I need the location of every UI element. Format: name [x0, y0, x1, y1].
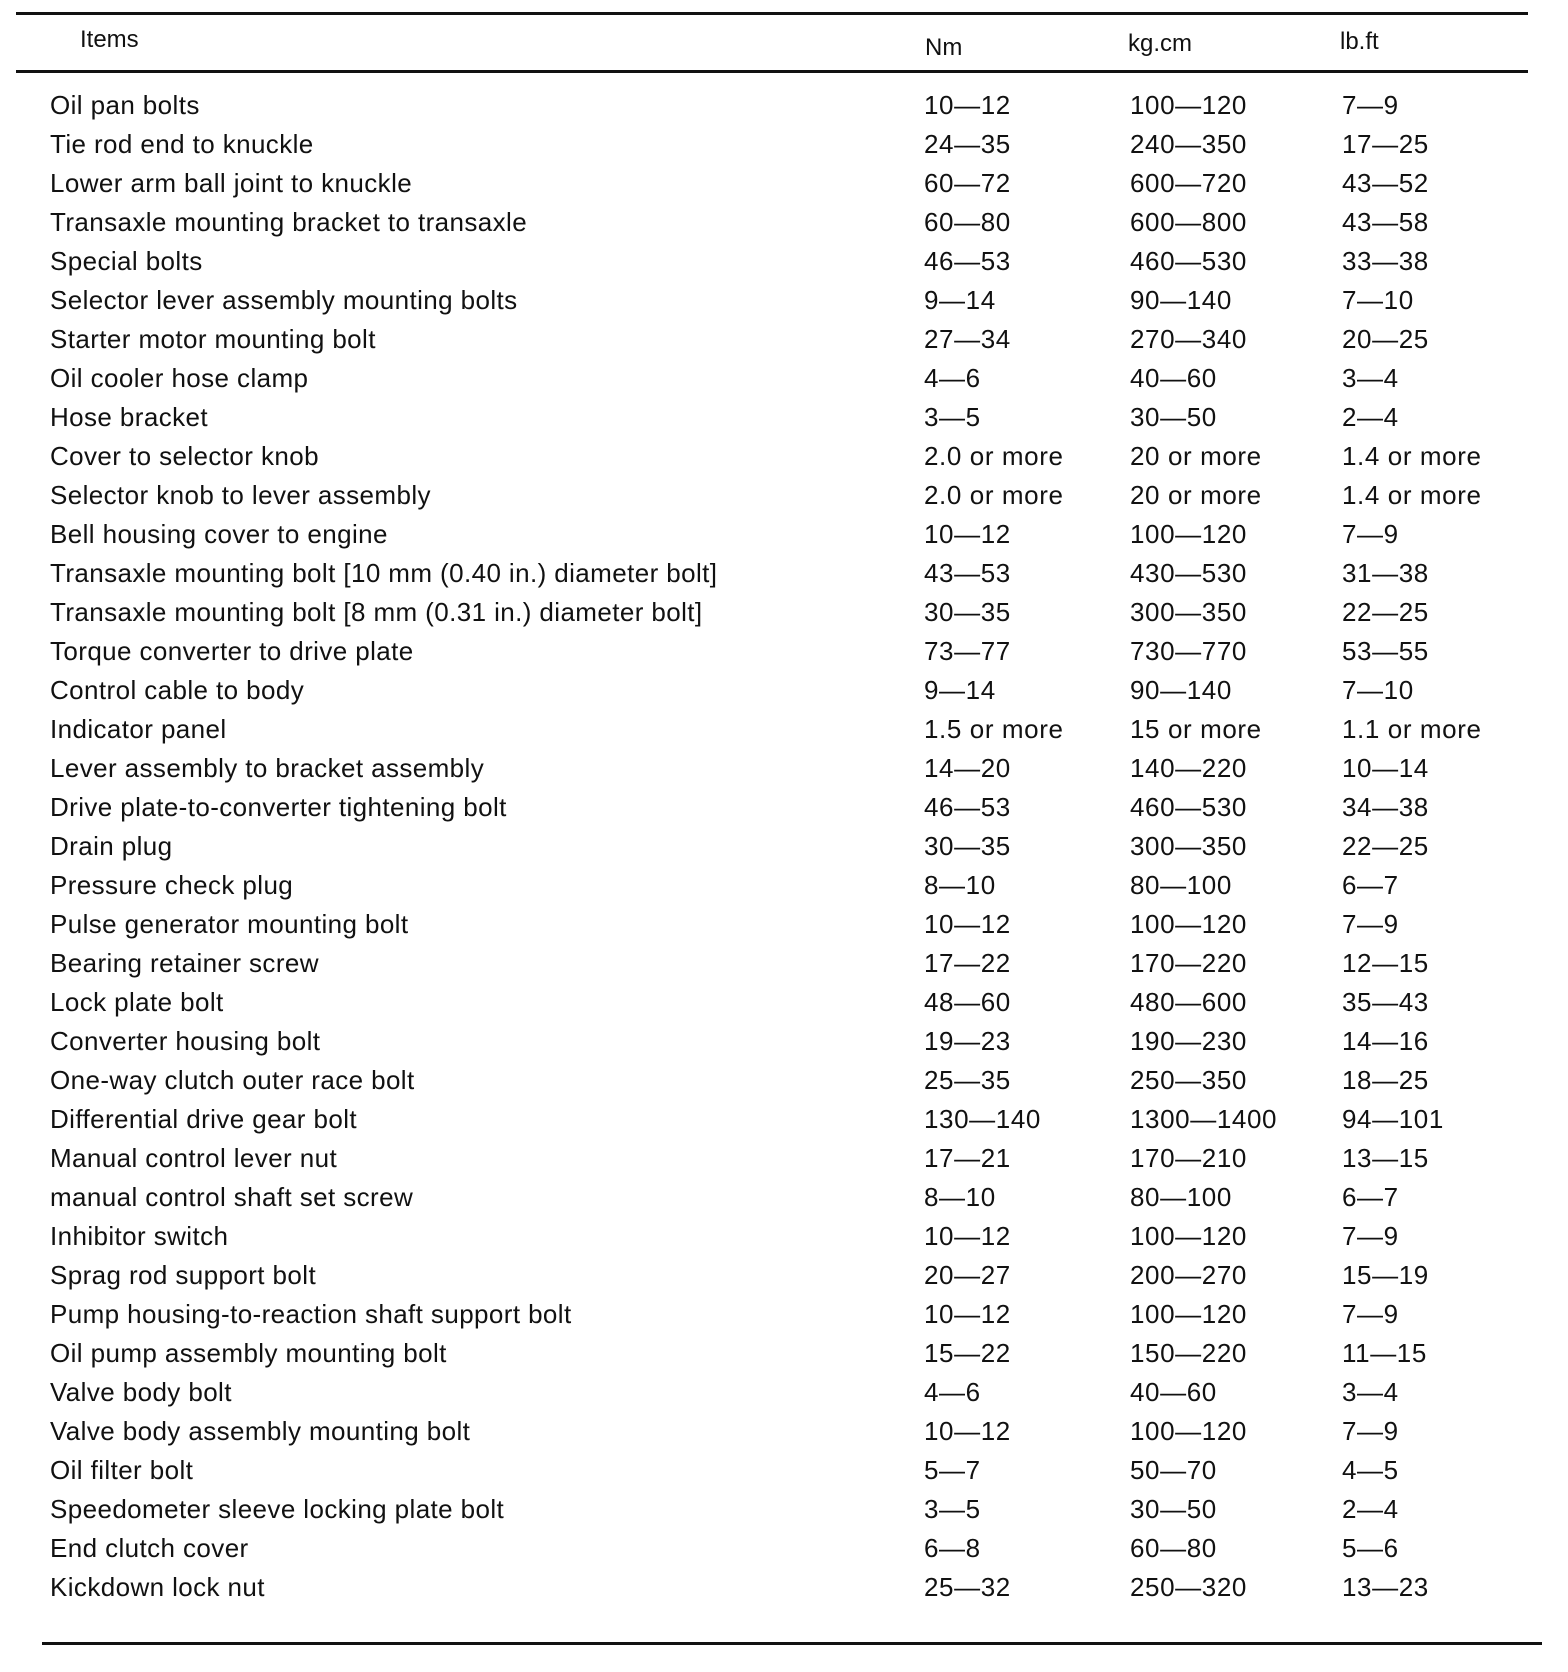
kgcm-value-cell: 90—140: [1130, 285, 1232, 315]
lbft-value-cell: 94—101: [1342, 1104, 1444, 1134]
kgcm-value-cell: 200—270: [1130, 1260, 1247, 1290]
lbft-value-cell: 33—38: [1342, 246, 1429, 276]
lbft-value-cell: 7—9: [1342, 519, 1399, 549]
lbft-value-cell: 18—25: [1342, 1065, 1429, 1095]
kgcm-value-cell: 50—70: [1130, 1455, 1217, 1485]
item-name-cell: Cover to selector knob: [50, 441, 319, 471]
nm-value-cell: 14—20: [924, 753, 1011, 783]
item-name-cell: Selector lever assembly mounting bolts: [50, 285, 518, 315]
item-name-cell: Control cable to body: [50, 675, 305, 705]
nm-value-cell: 2.0 or more: [924, 441, 1064, 471]
table-row: [0, 1334, 1568, 1373]
table-row: [0, 242, 1568, 281]
item-name-cell: Drive plate-to-converter tightening bolt: [50, 792, 507, 822]
table-row: [0, 827, 1568, 866]
lbft-value-cell: 7—9: [1342, 1299, 1399, 1329]
item-name-cell: Selector knob to lever assembly: [50, 480, 431, 510]
item-name-cell: End clutch cover: [50, 1533, 249, 1563]
table-row: [0, 86, 1568, 125]
table-row: [0, 710, 1568, 749]
column-header-kgcm: kg.cm: [1128, 30, 1193, 57]
item-name-cell: manual control shaft set screw: [50, 1182, 414, 1212]
nm-value-cell: 8—10: [924, 1182, 996, 1212]
table-row: [0, 632, 1568, 671]
table-row: [0, 1568, 1568, 1607]
lbft-value-cell: 7—9: [1342, 909, 1399, 939]
lbft-value-cell: 17—25: [1342, 129, 1429, 159]
kgcm-value-cell: 100—120: [1130, 1299, 1247, 1329]
kgcm-value-cell: 30—50: [1130, 1494, 1217, 1524]
item-name-cell: Pulse generator mounting bolt: [50, 909, 409, 939]
item-name-cell: Tie rod end to knuckle: [50, 129, 314, 159]
kgcm-value-cell: 190—230: [1130, 1026, 1247, 1056]
lbft-value-cell: 11—15: [1342, 1338, 1427, 1368]
nm-value-cell: 10—12: [924, 90, 1011, 120]
lbft-value-cell: 7—9: [1342, 1416, 1399, 1446]
kgcm-value-cell: 15 or more: [1130, 714, 1262, 744]
nm-value-cell: 10—12: [924, 519, 1011, 549]
table-row: [0, 1061, 1568, 1100]
kgcm-value-cell: 250—320: [1130, 1572, 1247, 1602]
kgcm-value-cell: 460—530: [1130, 792, 1247, 822]
item-name-cell: Special bolts: [50, 246, 203, 276]
table-bottom-rule: [42, 1642, 1542, 1645]
table-row: [0, 1529, 1568, 1568]
kgcm-value-cell: 80—100: [1130, 1182, 1232, 1212]
table-top-rule: [16, 12, 1528, 15]
table-row: [0, 1490, 1568, 1529]
nm-value-cell: 130—140: [924, 1104, 1041, 1134]
item-name-cell: Inhibitor switch: [50, 1221, 229, 1251]
item-name-cell: Kickdown lock nut: [50, 1572, 265, 1602]
kgcm-value-cell: 40—60: [1130, 363, 1217, 393]
lbft-value-cell: 10—14: [1342, 753, 1429, 783]
item-name-cell: Valve body bolt: [50, 1377, 232, 1407]
lbft-value-cell: 1.4 or more: [1342, 480, 1482, 510]
item-name-cell: Oil cooler hose clamp: [50, 363, 309, 393]
lbft-value-cell: 14—16: [1342, 1026, 1429, 1056]
kgcm-value-cell: 140—220: [1130, 753, 1247, 783]
lbft-value-cell: 43—58: [1342, 207, 1429, 237]
lbft-value-cell: 1.1 or more: [1342, 714, 1482, 744]
nm-value-cell: 10—12: [924, 909, 1011, 939]
nm-value-cell: 10—12: [924, 1221, 1011, 1251]
nm-value-cell: 46—53: [924, 246, 1011, 276]
kgcm-value-cell: 20 or more: [1130, 480, 1262, 510]
item-name-cell: Differential drive gear bolt: [50, 1104, 357, 1134]
column-header-lbft: lb.ft: [1340, 28, 1379, 55]
nm-value-cell: 46—53: [924, 792, 1011, 822]
table-row: [0, 1412, 1568, 1451]
nm-value-cell: 48—60: [924, 987, 1011, 1017]
table-row: [0, 1022, 1568, 1061]
nm-value-cell: 60—80: [924, 207, 1011, 237]
lbft-value-cell: 4—5: [1342, 1455, 1399, 1485]
lbft-value-cell: 35—43: [1342, 987, 1429, 1017]
table-row: [0, 359, 1568, 398]
nm-value-cell: 17—21: [924, 1143, 1011, 1173]
table-row: [0, 476, 1568, 515]
item-name-cell: Oil pump assembly mounting bolt: [50, 1338, 447, 1368]
kgcm-value-cell: 300—350: [1130, 597, 1247, 627]
nm-value-cell: 15—22: [924, 1338, 1011, 1368]
table-row: [0, 203, 1568, 242]
item-name-cell: Pump housing-to-reaction shaft support bolt: [50, 1299, 572, 1329]
nm-value-cell: 10—12: [924, 1299, 1011, 1329]
item-name-cell: Lever assembly to bracket assembly: [50, 753, 485, 783]
nm-value-cell: 9—14: [924, 675, 996, 705]
table-row: [0, 125, 1568, 164]
lbft-value-cell: 3—4: [1342, 1377, 1399, 1407]
table-row: [0, 983, 1568, 1022]
nm-value-cell: 27—34: [924, 324, 1011, 354]
kgcm-value-cell: 240—350: [1130, 129, 1247, 159]
nm-value-cell: 8—10: [924, 870, 996, 900]
kgcm-value-cell: 170—210: [1130, 1143, 1247, 1173]
table-row: [0, 320, 1568, 359]
item-name-cell: Transaxle mounting bolt [8 mm (0.31 in.) diameter bolt]: [50, 597, 703, 627]
kgcm-value-cell: 150—220: [1130, 1338, 1247, 1368]
kgcm-value-cell: 430—530: [1130, 558, 1247, 588]
lbft-value-cell: 34—38: [1342, 792, 1429, 822]
nm-value-cell: 9—14: [924, 285, 996, 315]
kgcm-value-cell: 100—120: [1130, 1221, 1247, 1251]
item-name-cell: Hose bracket: [50, 402, 208, 432]
table-row: [0, 671, 1568, 710]
kgcm-value-cell: 170—220: [1130, 948, 1247, 978]
nm-value-cell: 60—72: [924, 168, 1011, 198]
lbft-value-cell: 1.4 or more: [1342, 441, 1482, 471]
lbft-value-cell: 6—7: [1342, 870, 1399, 900]
table-row: [0, 164, 1568, 203]
nm-value-cell: 24—35: [924, 129, 1011, 159]
kgcm-value-cell: 250—350: [1130, 1065, 1247, 1095]
table-row: [0, 944, 1568, 983]
table-row: [0, 1451, 1568, 1490]
lbft-value-cell: 2—4: [1342, 1494, 1399, 1524]
lbft-value-cell: 12—15: [1342, 948, 1429, 978]
lbft-value-cell: 7—10: [1342, 675, 1414, 705]
nm-value-cell: 3—5: [924, 402, 981, 432]
kgcm-value-cell: 100—120: [1130, 90, 1247, 120]
item-name-cell: Sprag rod support bolt: [50, 1260, 317, 1290]
item-name-cell: Speedometer sleeve locking plate bolt: [50, 1494, 505, 1524]
nm-value-cell: 4—6: [924, 363, 981, 393]
item-name-cell: Torque converter to drive plate: [50, 636, 414, 666]
item-name-cell: Starter motor mounting bolt: [50, 324, 376, 354]
nm-value-cell: 2.0 or more: [924, 480, 1064, 510]
nm-value-cell: 3—5: [924, 1494, 981, 1524]
nm-value-cell: 43—53: [924, 558, 1011, 588]
table-header-rule: [16, 70, 1528, 73]
item-name-cell: Lower arm ball joint to knuckle: [50, 168, 413, 198]
item-name-cell: Indicator panel: [50, 714, 227, 744]
kgcm-value-cell: 270—340: [1130, 324, 1247, 354]
item-name-cell: Valve body assembly mounting bolt: [50, 1416, 471, 1446]
lbft-value-cell: 13—15: [1342, 1143, 1429, 1173]
table-row: [0, 437, 1568, 476]
table-row: [0, 1256, 1568, 1295]
item-name-cell: Transaxle mounting bracket to transaxle: [50, 207, 528, 237]
nm-value-cell: 19—23: [924, 1026, 1011, 1056]
table-row: [0, 593, 1568, 632]
item-name-cell: Transaxle mounting bolt [10 mm (0.40 in.) diameter bolt]: [50, 558, 718, 588]
table-row: [0, 1295, 1568, 1334]
lbft-value-cell: 7—9: [1342, 90, 1399, 120]
item-name-cell: Bell housing cover to engine: [50, 519, 388, 549]
kgcm-value-cell: 480—600: [1130, 987, 1247, 1017]
nm-value-cell: 1.5 or more: [924, 714, 1064, 744]
lbft-value-cell: 13—23: [1342, 1572, 1429, 1602]
item-name-cell: Pressure check plug: [50, 870, 294, 900]
nm-value-cell: 25—32: [924, 1572, 1011, 1602]
item-name-cell: Converter housing bolt: [50, 1026, 321, 1056]
kgcm-value-cell: 730—770: [1130, 636, 1247, 666]
nm-value-cell: 73—77: [924, 636, 1011, 666]
nm-value-cell: 4—6: [924, 1377, 981, 1407]
table-row: [0, 398, 1568, 437]
table-row: [0, 1100, 1568, 1139]
lbft-value-cell: 6—7: [1342, 1182, 1399, 1212]
table-row: [0, 749, 1568, 788]
column-header-nm: Nm: [925, 34, 963, 61]
kgcm-value-cell: 460—530: [1130, 246, 1247, 276]
table-row: [0, 554, 1568, 593]
lbft-value-cell: 43—52: [1342, 168, 1429, 198]
lbft-value-cell: 20—25: [1342, 324, 1429, 354]
kgcm-value-cell: 600—800: [1130, 207, 1247, 237]
item-name-cell: Oil pan bolts: [50, 90, 200, 120]
lbft-value-cell: 31—38: [1342, 558, 1429, 588]
item-name-cell: Manual control lever nut: [50, 1143, 338, 1173]
lbft-value-cell: 22—25: [1342, 831, 1429, 861]
kgcm-value-cell: 40—60: [1130, 1377, 1217, 1407]
item-name-cell: Oil filter bolt: [50, 1455, 194, 1485]
kgcm-value-cell: 300—350: [1130, 831, 1247, 861]
table-row: [0, 1217, 1568, 1256]
lbft-value-cell: 22—25: [1342, 597, 1429, 627]
kgcm-value-cell: 100—120: [1130, 519, 1247, 549]
kgcm-value-cell: 90—140: [1130, 675, 1232, 705]
lbft-value-cell: 53—55: [1342, 636, 1429, 666]
item-name-cell: Lock plate bolt: [50, 987, 224, 1017]
nm-value-cell: 30—35: [924, 597, 1011, 627]
table-row: [0, 515, 1568, 554]
kgcm-value-cell: 80—100: [1130, 870, 1232, 900]
nm-value-cell: 5—7: [924, 1455, 981, 1485]
kgcm-value-cell: 100—120: [1130, 1416, 1247, 1446]
lbft-value-cell: 5—6: [1342, 1533, 1399, 1563]
kgcm-value-cell: 600—720: [1130, 168, 1247, 198]
nm-value-cell: 30—35: [924, 831, 1011, 861]
item-name-cell: One-way clutch outer race bolt: [50, 1065, 415, 1095]
lbft-value-cell: 2—4: [1342, 402, 1399, 432]
table-row: [0, 1139, 1568, 1178]
nm-value-cell: 10—12: [924, 1416, 1011, 1446]
nm-value-cell: 25—35: [924, 1065, 1011, 1095]
kgcm-value-cell: 1300—1400: [1130, 1104, 1278, 1134]
table-row: [0, 1178, 1568, 1217]
lbft-value-cell: 15—19: [1342, 1260, 1429, 1290]
nm-value-cell: 6—8: [924, 1533, 981, 1563]
kgcm-value-cell: 60—80: [1130, 1533, 1217, 1563]
item-name-cell: Bearing retainer screw: [50, 948, 319, 978]
nm-value-cell: 20—27: [924, 1260, 1011, 1290]
kgcm-value-cell: 30—50: [1130, 402, 1217, 432]
kgcm-value-cell: 20 or more: [1130, 441, 1262, 471]
column-header-items: Items: [80, 26, 139, 53]
table-row: [0, 1373, 1568, 1412]
item-name-cell: Drain plug: [50, 831, 173, 861]
table-row: [0, 788, 1568, 827]
table-row: [0, 281, 1568, 320]
lbft-value-cell: 3—4: [1342, 363, 1399, 393]
lbft-value-cell: 7—9: [1342, 1221, 1399, 1251]
lbft-value-cell: 7—10: [1342, 285, 1414, 315]
table-row: [0, 866, 1568, 905]
nm-value-cell: 17—22: [924, 948, 1011, 978]
kgcm-value-cell: 100—120: [1130, 909, 1247, 939]
table-row: [0, 905, 1568, 944]
